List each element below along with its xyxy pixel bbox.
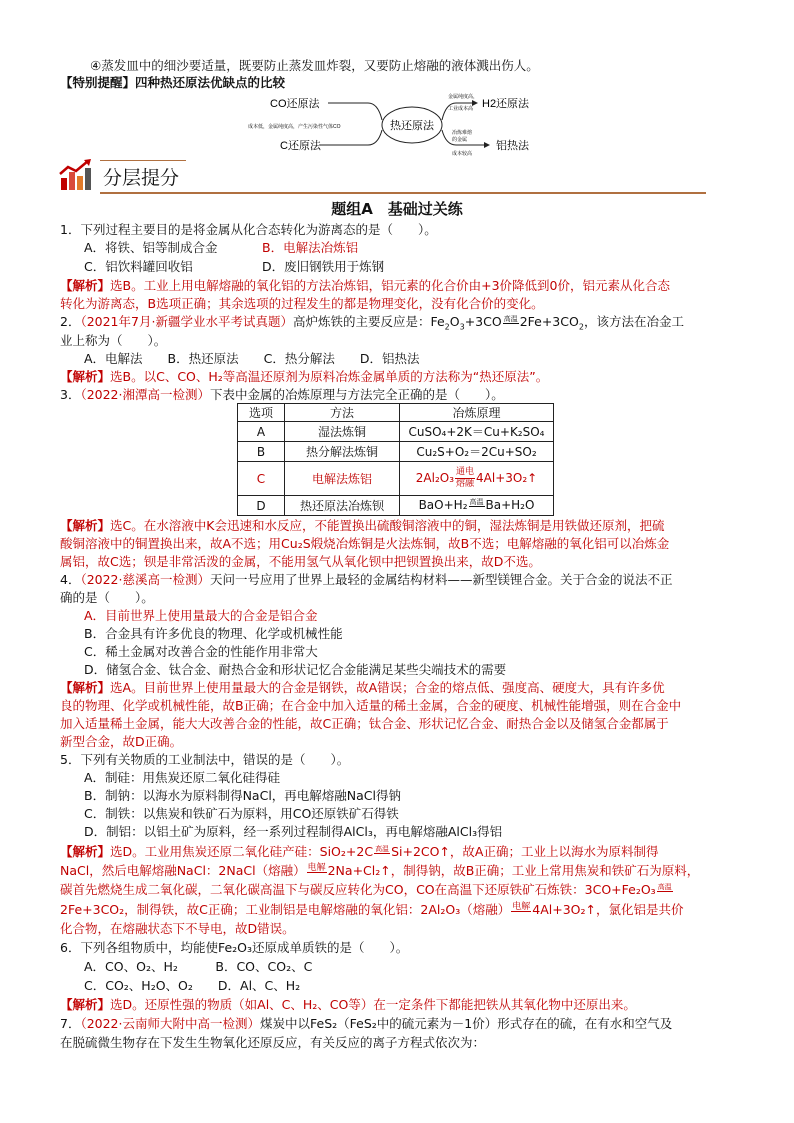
q1-stem: 1．下列过程主要目的是将金属从化合态转化为游离态的是（ ）。 [60, 222, 437, 237]
table-cell: C [238, 462, 285, 496]
q6-options-ab: A．CO、O₂、H₂ B．CO、CO₂、C [84, 959, 313, 974]
q5-analysis-line1: 【解析】选D。工业用焦炭还原二氧化硅产硅：SiO₂+2C 高温 Si+2CO↑，故A正确；工业上以海水为原料制得 [60, 844, 659, 859]
q5-stem: 5．下列有关物质的工业制法中，错误的是（ ）。 [60, 752, 350, 767]
q1-option-d: D．废旧钢铁用于炼钢 [262, 259, 385, 274]
q4-stem: 4．（2022·慈溪高一检测）天问一号应用了世界上最轻的金属结构材料——新型镁锂合金。关于合金的说法不正 [60, 572, 673, 587]
h2-note-b: 工业成本高 [448, 106, 474, 112]
table-cell: B [238, 442, 285, 462]
table-row [238, 442, 554, 462]
q3-stem: 3．（2022·湘潭高一检测）下表中金属的冶炼原理与方法完全正确的是（ ）。 [60, 387, 504, 402]
q4-analysis-line1: 【解析】选A。目前世界上使用量最大的合金是钢铁，故A错误；合金的熔点低、强度高、硬度大，具有许多优 [60, 680, 665, 695]
h2-reduction-label: H2还原法 [482, 98, 530, 110]
q2-options: A．电解法 B．热还原法 C．热分解法 D．铝热法 [84, 351, 420, 366]
q5-analysis-line3: 碳首先燃烧生成二氧化碳，二氧化碳高温下与碳反应转化为CO，CO在高温下还原铁矿石炼铁：3CO+Fe₂O₃ 高温 [60, 882, 672, 897]
aluminothermy-label: 铝热法 [496, 140, 529, 152]
table-cell: 2Al₂O₃ 通电 熔融 4Al+3O₂↑ [400, 462, 554, 496]
q5-analysis-line2: NaCl，然后电解熔融NaCl：2NaCl（熔融） 电解 2Na+Cl₂↑，制得钠，故B正确；工业上常用焦炭和铁矿石为原料， [60, 863, 700, 878]
electrolysis-condition: 通电 熔融 [456, 467, 475, 489]
q2-stem: 2．（2021年7月·新疆学业水平考试真题）高炉炼铁的主要反应是：$Fe_2O_3+3CO$ 高温 $2Fe+3CO_2$，该方法在冶金工 [60, 314, 684, 332]
table-cell: 电解法炼铝 [285, 462, 400, 496]
q4-stem-line2: 确的是（ ）。 [60, 590, 154, 605]
table-row [238, 462, 554, 496]
q4-option-d: D．储氢合金、钛合金、耐热合金和形状记忆合金能满足某些尖端技术的需要 [84, 662, 507, 677]
q6-stem: 6．下列各组物质中，均能使Fe₂O₃还原成单质铁的是（ ）。 [60, 940, 409, 955]
section-title-top-rule [100, 160, 186, 161]
table-cell: BaO+H₂ 高温 Ba+H₂O [400, 496, 554, 516]
q3-source: （2022·湘潭高一检测） [80, 387, 210, 402]
analysis-label: 【解析】 [60, 278, 111, 293]
q4-option-a: A．目前世界上使用量最大的合金是铝合金 [84, 608, 318, 623]
table-cell: 热分解法炼铜 [285, 442, 400, 462]
section-title: 分层提分 [103, 167, 180, 189]
q3-table [237, 403, 554, 516]
electrolysis-condition: 电解 [307, 863, 326, 873]
q2-analysis: 【解析】选B。以C、CO、H₂等高温还原剂为原料冶炼金属单质的方法称为“热还原法”。 [60, 369, 549, 384]
al-note-b: 的金属 [452, 137, 468, 143]
q1-analysis-line1: 【解析】选B。工业上用电解熔融的氧化铝的方法冶炼铝，铝元素的化合价由+3价降低到0价，铝元素从化合态 [60, 278, 670, 293]
q3-table-header [238, 404, 554, 422]
table-row [238, 496, 554, 516]
q2-source: （2021年7月·新疆学业水平考试真题） [80, 314, 293, 329]
q7-stem-line2: 在脱硫微生物存在下发生生物氧化还原反应，有关反应的离子方程式依次为： [60, 1035, 486, 1050]
q2-stem-line2: 业上称为（ ）。 [60, 333, 167, 348]
q1-option-a: A．将铁、铝等制成合金 [84, 240, 218, 255]
table-header-cell: 选项 [238, 404, 285, 422]
al-note-c: 成本较高 [452, 151, 473, 157]
q3-analysis-line3: 属铝，故C选；钡是非常活泼的金属，不能用氢气从氧化钡中把钡置换出来，故D不选。 [60, 554, 541, 569]
q6-options-cd: C．CO₂、H₂O、O₂ D．Al、C、H₂ [84, 978, 301, 993]
chart-bars-icon [58, 158, 94, 192]
q5-option-b: B．制钠：以海水为原料制得NaCl，再电解熔融NaCl得钠 [84, 788, 401, 803]
q2-condition: 高温 [503, 315, 518, 323]
table-header-cell: 方法 [285, 404, 400, 422]
high-temp-condition: 高温 [469, 498, 484, 506]
c-reduction-label: C还原法 [280, 140, 321, 152]
intro-line: ④蒸发皿中的细沙要适量，既要防止蒸发皿炸裂，又要防止熔融的液体溅出伤人。 [90, 58, 539, 73]
table-header-cell: 冶炼原理 [400, 404, 554, 422]
q5-option-a: A．制硅：用焦炭还原二氧化硅得硅 [84, 770, 281, 785]
q6-analysis: 【解析】选D。还原性强的物质（如Al、C、H₂、CO等）在一定条件下都能把铁从其氧化物中还原出来。 [60, 997, 636, 1012]
q7-stem: 7．（2022·云南师大附中高一检测）煤炭中以FeS₂（FeS₂中的硫元素为－1价）形式存在的硫，在有水和空气及 [60, 1016, 673, 1031]
high-temp-condition: 高温 [375, 845, 390, 853]
q5-analysis-line5: 化合物，在熔融状态下不导电，故D错误。 [60, 921, 295, 936]
co-reduction-label: CO还原法 [270, 98, 320, 110]
q1-option-b: B．电解法冶炼铝 [262, 240, 359, 255]
section-divider [100, 192, 706, 194]
q3-analysis-line1: 【解析】选C。在水溶液中K会迅速和水反应，不能置换出硫酸铜溶液中的铜，湿法炼铜是用铁做还原剂，把硫 [60, 518, 665, 533]
q5-option-c: C．制铁：以焦炭和铁矿石为原料，用CO还原铁矿石得铁 [84, 806, 399, 821]
q7-source: （2022·云南师大附中高一检测） [80, 1016, 260, 1031]
high-temp-condition: 高温 [657, 883, 672, 891]
al-note-a: 冶炼难熔 [452, 130, 473, 136]
q3-analysis-line2: 酸铜溶液中的铜置换出来，故A不选；用Cu₂S煅烧冶炼铜是火法炼铜，故B不选；电解熔融的氧化铝可以冶炼金 [60, 536, 670, 551]
group-title: 题组A 基础过关练 [331, 200, 463, 218]
left-note: 成本低，金属纯度高，产生污染性气体CO [248, 124, 341, 130]
q4-analysis-line4: 新型合金，故D正确。 [60, 734, 183, 749]
tip-label: 【特别提醒】 [60, 75, 136, 90]
table-cell: 湿法炼铜 [285, 422, 400, 442]
table-cell: 热还原法冶炼钡 [285, 496, 400, 516]
h2-note-a: 金属纯度高， [448, 94, 479, 100]
q4-source: （2022·慈溪高一检测） [80, 572, 210, 587]
q1-option-c: C．铝饮料罐回收铝 [84, 259, 193, 274]
tip-text: 四种热还原法优缺点的比较 [135, 75, 286, 90]
table-cell: CuSO₄+2K＝Cu+K₂SO₄ [400, 422, 554, 442]
q5-option-d: D．制铝：以铝土矿为原料，经一系列过程制得AlCl₃，再电解熔融AlCl₃得铝 [84, 824, 503, 839]
q4-option-b: B．合金具有许多优良的物理、化学或机械性能 [84, 626, 343, 641]
table-row [238, 422, 554, 442]
table-cell: D [238, 496, 285, 516]
table-cell: A [238, 422, 285, 442]
heat-reduction-diagram [240, 90, 550, 160]
q4-analysis-line3: 加入适量稀土金属，能大大改善合金的性能，故C正确；钛合金、形状记忆合金、耐热合金以及储氢合金都属于 [60, 716, 669, 731]
diagram-center-label: 热还原法 [390, 120, 434, 132]
q4-option-c: C．稀土金属对改善合金的性能作用非常大 [84, 644, 318, 659]
table-cell: Cu₂S+O₂＝2Cu+SO₂ [400, 442, 554, 462]
q5-analysis-line4: 2Fe+3CO₂，制得铁，故C正确；工业制铝是电解熔融的氧化铝：2Al₂O₃（熔融） 电解 4Al+3O₂↑，氯化铝是共价 [60, 902, 684, 917]
q4-analysis-line2: 良的物理、化学或机械性能，故B正确；在合金中加入适量的稀土金属，合金的硬度、机械性能增强，则在合金中 [60, 698, 682, 713]
electrolysis-condition: 电解 [512, 902, 531, 912]
q1-analysis-line2: 转化为游离态，B选项正确；其余选项的过程发生的都是物理变化，没有化合价的变化。 [60, 296, 544, 311]
